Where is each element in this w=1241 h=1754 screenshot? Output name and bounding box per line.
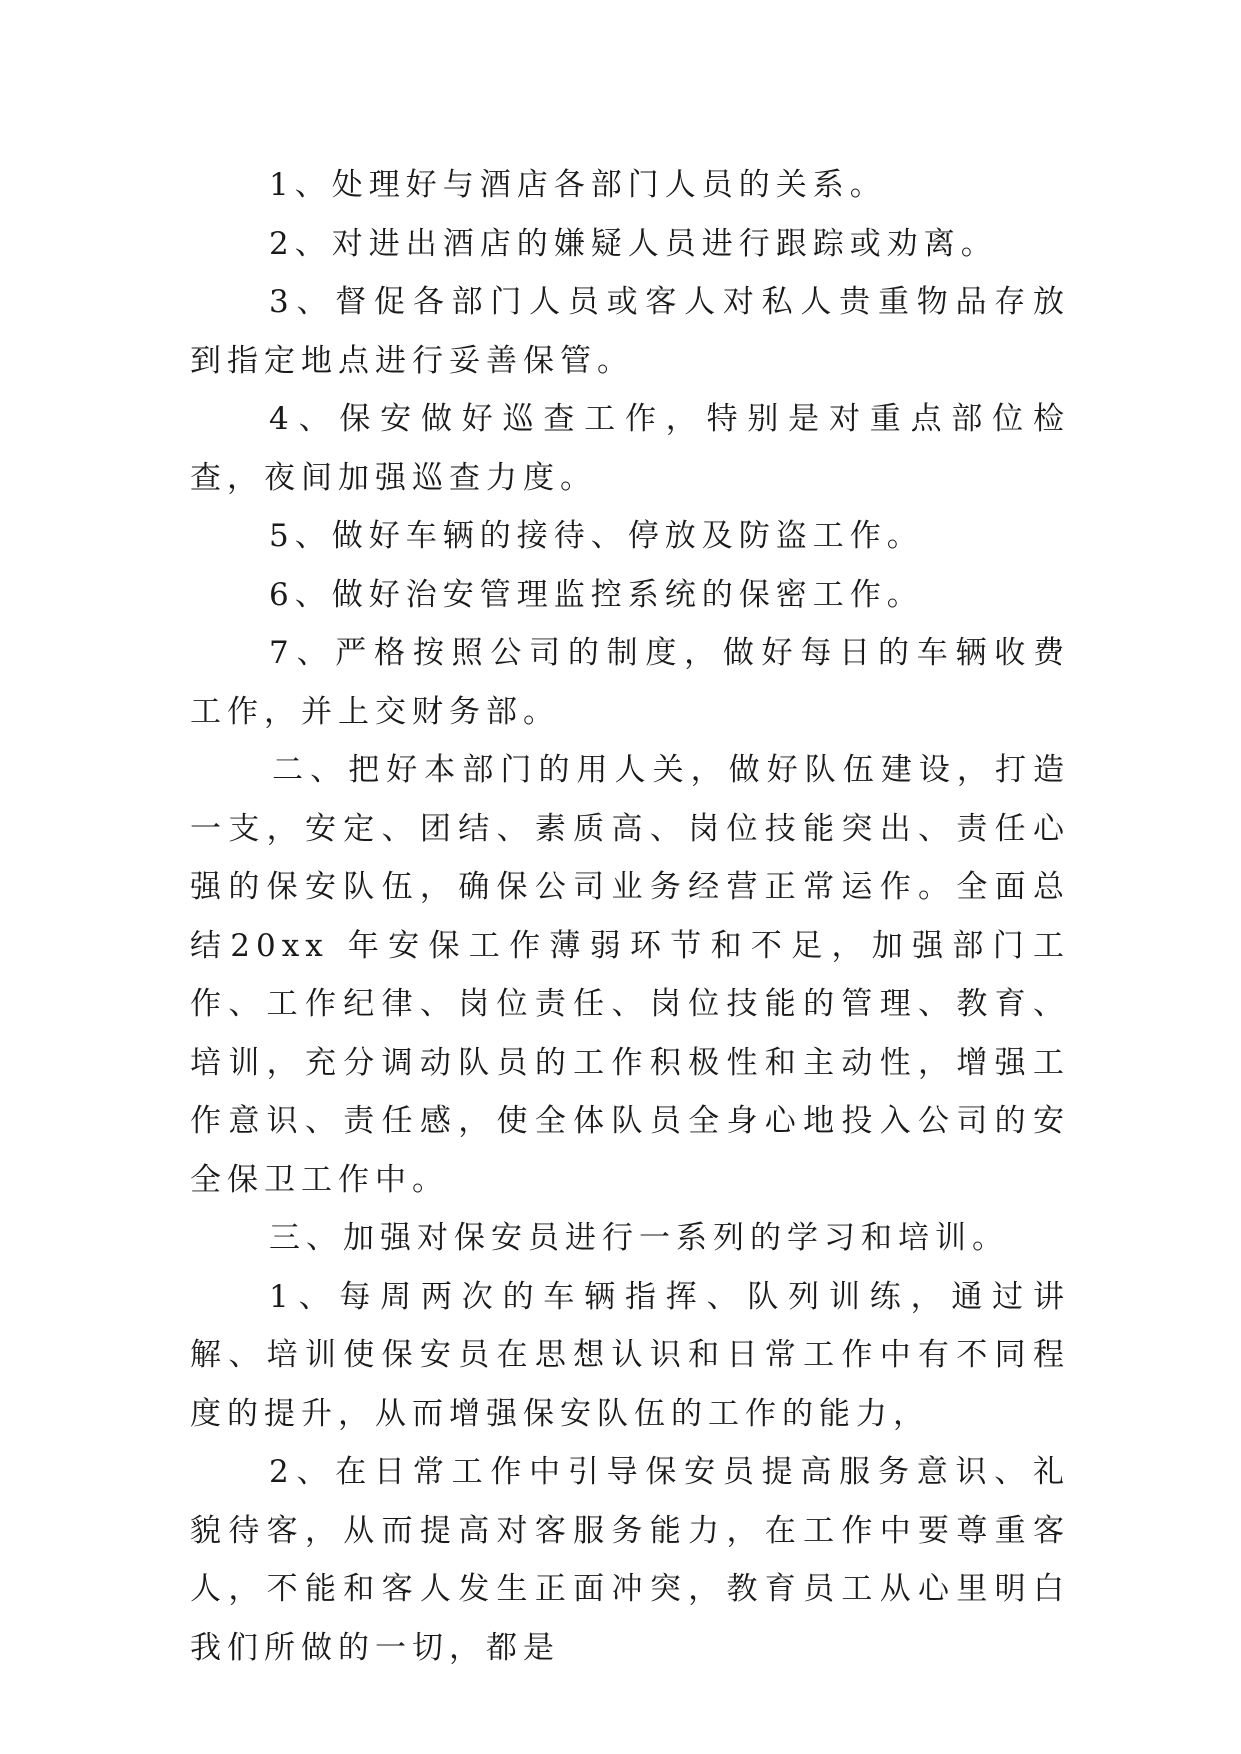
paragraph-item-3: 3、督促各部门人员或客人对私人贵重物品存放到指定地点进行妥善保管。: [190, 284, 1070, 379]
paragraph-item-4: 4、保安做好巡查工作，特别是对重点部位检查，夜间加强巡查力度。: [190, 401, 1070, 496]
paragraph-item-2: 2、对进出酒店的嫌疑人员进行跟踪或劝离。: [269, 225, 998, 262]
document-body: [190, 156, 1070, 1677]
paragraph-item-7: 7、严格按照公司的制度，做好每日的车辆收费工作，并上交财务部。: [190, 635, 1070, 730]
paragraph-item-1: 1、处理好与酒店各部门人员的关系。: [269, 167, 887, 203]
paragraph-training-2: 2、在日常工作中引导保安员提高服务意识、礼貌待客，从而提高对客服务能力，在工作中要尊重客人，不能和客人发生正面冲突，教育员工从心里明白我们所做的一切，都是: [190, 1454, 1070, 1666]
paragraph-section-3: 三、加强对保安员进行一系列的学习和培训。: [269, 1220, 1010, 1256]
paragraph-section-2: 二、把好本部门的用人关，做好队伍建设，打造一支，安定、团结、素质高、岗位技能突出、责任心强的保安队伍，确保公司业务经营正常运作。全面总结20xx 年安保工作薄弱环节和不足，加强部门工作、工作纪律、岗位责任、岗位技能的管理、教育、培训，充分调动队员的工作积极性和主动性，增强工作意识、责任感，使全体队员全身心地投入公司的安全保卫工作中。: [190, 752, 1070, 1198]
paragraph-training-1: 1、每周两次的车辆指挥、队列训练，通过讲解、培训使保安员在思想认识和日常工作中有不同程度的提升，从而增强保安队伍的工作的能力，: [190, 1278, 1070, 1432]
paragraph-item-6: 6、做好治安管理监控系统的保密工作。: [269, 576, 924, 613]
paragraph-item-5: 5、做好车辆的接待、停放及防盗工作。: [269, 518, 924, 554]
